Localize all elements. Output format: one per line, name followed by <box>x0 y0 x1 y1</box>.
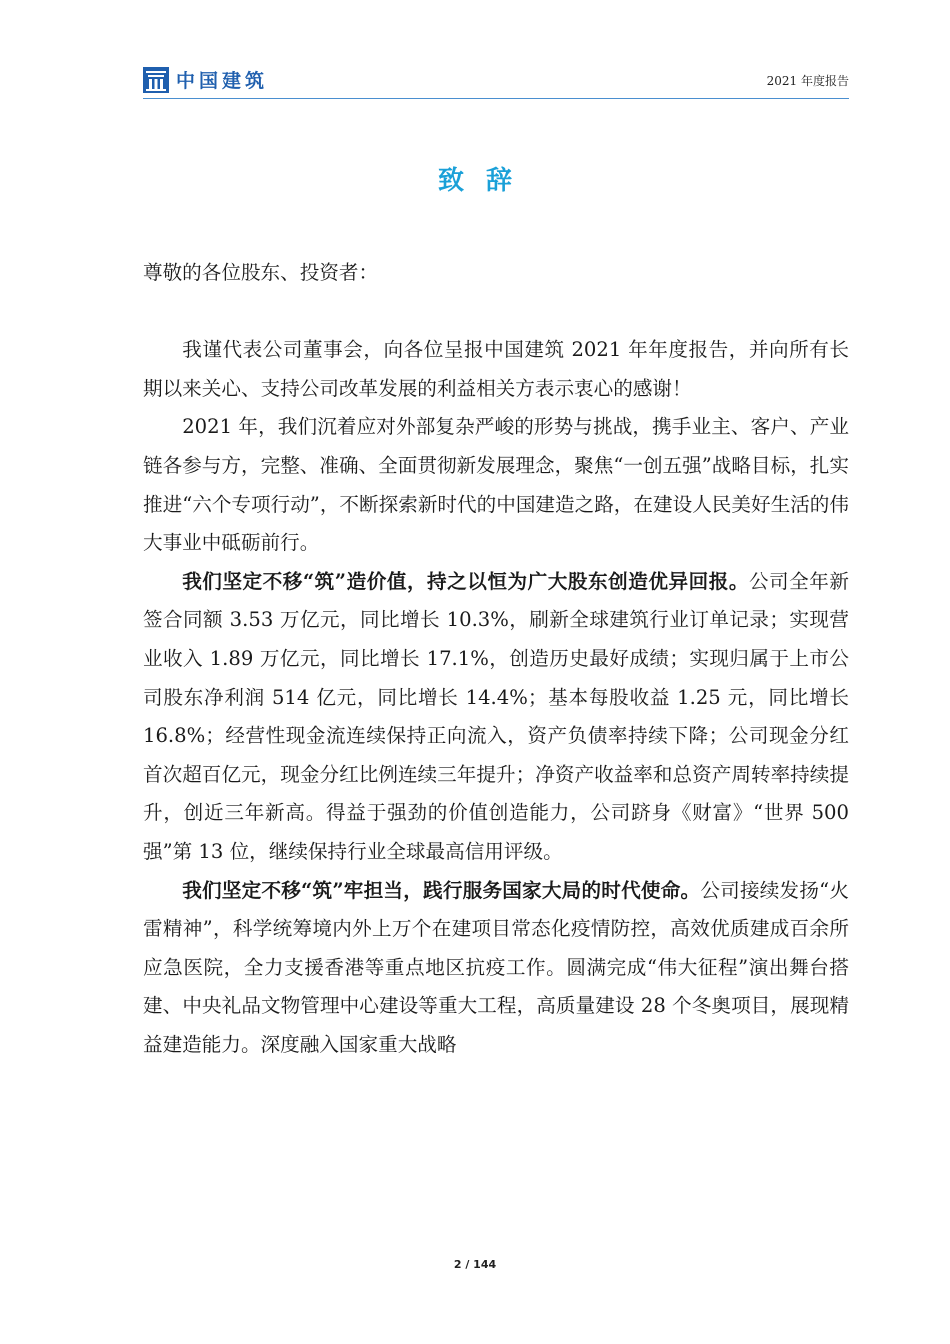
paragraph-4 <box>143 872 849 1065</box>
paragraph-3 <box>143 563 849 872</box>
page-number: 2 / 144 <box>453 1258 497 1271</box>
report-year-label: 2021 年度报告 <box>766 74 849 88</box>
paragraph-3-heading: 我们坚定不移“筑”造价值，持之以恒为广大股东创造优异回报。 <box>182 569 749 593</box>
salutation: 尊敬的各位股东、投资者： <box>143 261 379 284</box>
header-divider <box>143 98 849 99</box>
letter-body <box>143 254 849 1064</box>
paragraph-4-text: 公司接续发扬“火雷精神”，科学统筹境内外上万个在建项目常态化疫情防控，高效优质建成百余所应急医院，全力支援香港等重点地区抗疫工作。圆满完成“伟大征程”演出舞台搭建、中央礼品文物管理中心建设等重大工程，高质量建设 28 个冬奥项目，展现精益建造能力。深度融入国家重大战略 <box>143 878 849 1056</box>
paragraph-4-heading: 我们坚定不移“筑”牢担当，践行服务国家大局的时代使命。 <box>182 878 701 902</box>
paragraph-3-text: 公司全年新签合同额 3.53 万亿元，同比增长 10.3%，刷新全球建筑行业订单记录；实现营业收入 1.89 万亿元，同比增长 17.1%，创造历史最好成绩；实现归属于上市公司股东净利润 514 亿元，同比增长 14.4%；基本每股收益 1.25 元，同比增长 16.8%；经营性现金流连续保持正向流入，资产负债率持续下降；公司现金分红首次超百亿元，现金分红比例连续三年提升；净资产收益率和总资产周转率持续提升，创近三年新高。得益于强劲的价值创造能力，公司跻身《财富》“世界 500 强”第 13 位，继续保持行业全球最高信用评级。 <box>143 569 849 863</box>
building-logo-icon <box>143 67 169 93</box>
paragraph-1: 我谨代表公司董事会，向各位呈报中国建筑 2021 年年度报告，并向所有长期以来关心、支持公司改革发展的利益相关方表示衷心的感谢！ <box>143 338 849 400</box>
logo-text: 中国建筑 <box>176 70 269 92</box>
paragraph-2: 2021 年，我们沉着应对外部复杂严峻的形势与挑战，携手业主、客户、产业链各参与方，完整、准确、全面贯彻新发展理念，聚焦“一创五强”战略目标，扎实推进“六个专项行动”，不断探索新时代的中国建造之路，在建设人民美好生活的伟大事业中砥砺前行。 <box>143 415 849 555</box>
company-logo <box>143 66 268 93</box>
page-header <box>143 66 849 94</box>
page-title: 致辞 <box>437 166 534 196</box>
